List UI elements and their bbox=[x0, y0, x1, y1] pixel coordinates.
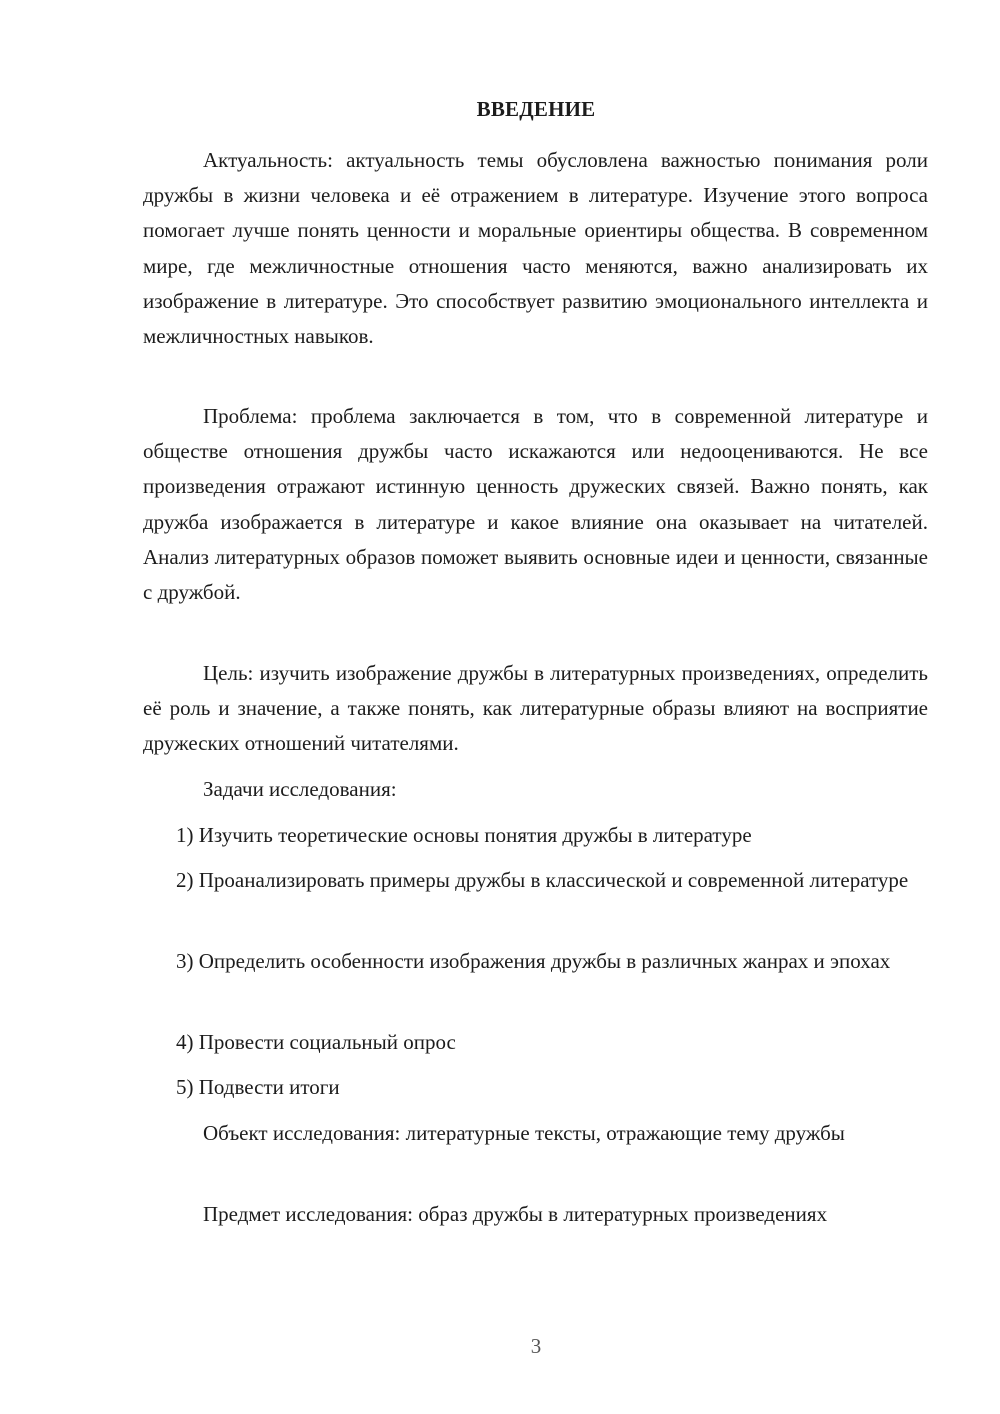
task-item: 4) Провести социальный опрос bbox=[176, 1030, 456, 1054]
goal-paragraph: Цель: изучить изображение дружбы в литературных произведениях, определить её роль и значение, а также понять, как литературные образы влияют на восприятие дружеских отношений читателями. bbox=[143, 661, 928, 756]
relevance-paragraph: Актуальность: актуальность темы обусловлена важностью понимания роли дружбы в жизни человека и её отражением в литературе. Изучение этого вопроса помогает лучше понять ценности и моральные ориентиры общества. В современном мире, где межличностные отношения часто меняются, важно анализировать их изображение в литературе. Это способствует развитию эмоционального интеллекта и межличностных навыков. bbox=[143, 148, 928, 349]
problem-paragraph: Проблема: проблема заключается в том, что в современной литературе и обществе отношения дружбы часто искажаются или недооцениваются. Не все произведения отражают истинную ценность дружеских связей. Важно понять, как дружба изображается в литературе и какое влияние она оказывает на читателей. Анализ литературных образов поможет выявить основные идеи и ценности, связанные с дружбой. bbox=[143, 404, 928, 605]
tasks-heading: Задачи исследования: bbox=[203, 777, 397, 801]
section-heading: ВВЕДЕНИЕ bbox=[476, 97, 596, 121]
task-item: 2) Проанализировать примеры дружбы в классической и современной литературе bbox=[176, 868, 909, 892]
page-number: 3 bbox=[530, 1334, 542, 1358]
subject-paragraph: Предмет исследования: образ дружбы в литературных произведениях bbox=[203, 1202, 828, 1226]
task-item: 5) Подвести итоги bbox=[176, 1075, 340, 1099]
object-paragraph: Объект исследования: литературные тексты, отражающие тему дружбы bbox=[203, 1121, 845, 1145]
task-item: 3) Определить особенности изображения дружбы в различных жанрах и эпохах bbox=[176, 949, 891, 973]
task-item: 1) Изучить теоретические основы понятия дружбы в литературе bbox=[176, 823, 752, 847]
